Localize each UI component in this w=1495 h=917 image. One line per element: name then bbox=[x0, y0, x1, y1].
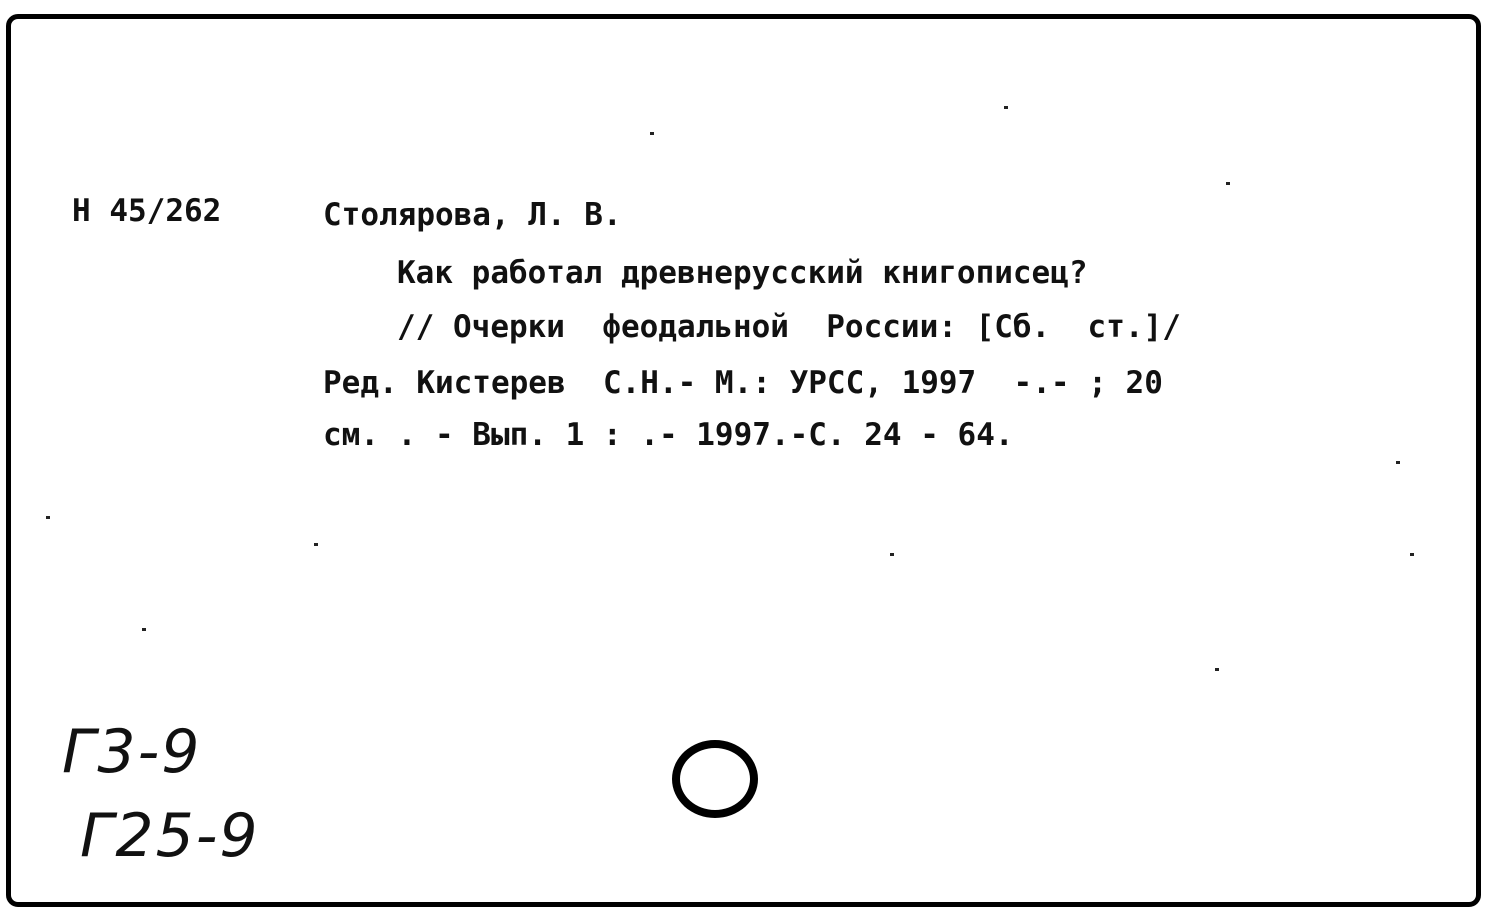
scan-speck bbox=[1004, 106, 1008, 109]
scan-speck bbox=[890, 553, 894, 556]
scan-speck bbox=[650, 132, 654, 135]
scan-speck bbox=[46, 516, 50, 519]
scan-speck bbox=[1226, 182, 1230, 185]
handwritten-code-1: Г3-9 bbox=[62, 717, 202, 787]
title-line: Как работал древнерусский книгописец? bbox=[397, 255, 1088, 291]
scan-speck bbox=[1396, 461, 1400, 464]
scan-speck bbox=[314, 543, 318, 546]
scan-speck bbox=[1215, 668, 1219, 671]
call-number: Н 45/262 bbox=[72, 193, 222, 229]
author-line: Столярова, Л. В. bbox=[323, 197, 622, 233]
source-line-2: Ред. Кистерев С.Н.- М.: УРСС, 1997 -.- ; 20 bbox=[323, 365, 1163, 401]
punch-hole bbox=[672, 740, 758, 818]
scan-speck bbox=[142, 628, 146, 631]
handwritten-code-2: Г25-9 bbox=[80, 801, 260, 871]
scan-speck bbox=[1410, 553, 1414, 556]
source-line-1: // Очерки феодальной России: [Сб. ст.]/ bbox=[397, 309, 1181, 345]
source-line-3: см. . - Вып. 1 : .- 1997.-С. 24 - 64. bbox=[323, 417, 1014, 453]
